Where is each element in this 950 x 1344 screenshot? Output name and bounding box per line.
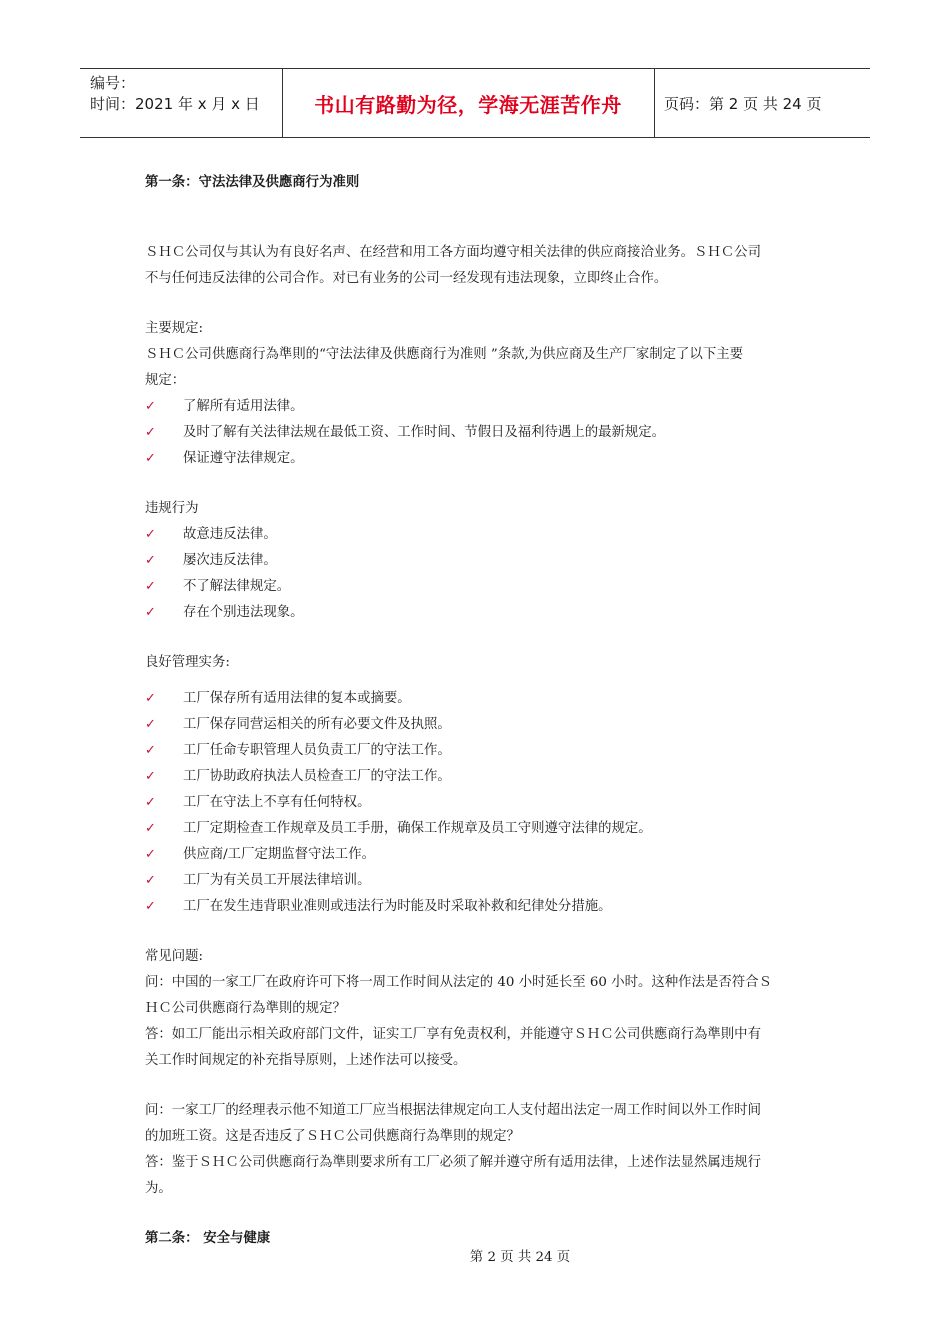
list-item (145, 548, 810, 574)
list-item (145, 790, 810, 816)
section-2-title: 第二条： 安全与健康 (145, 1231, 271, 1246)
number-label: 编号： (90, 74, 136, 92)
main-rules-label: 主要规定: (145, 321, 204, 336)
check-mark-icon: ✓ (145, 769, 156, 784)
list-item (145, 574, 810, 600)
intro-line-2: 不与任何违反法律的公司合作。对已有业务的公司一经发现有违法现象，立即终止合作。 (145, 271, 668, 286)
time-label: 时间：2021 年 x 月 x 日 (90, 95, 260, 113)
main-rules-list (145, 394, 810, 472)
list-item (145, 394, 810, 420)
header-meta (90, 73, 280, 115)
check-mark-icon: ✓ (145, 605, 156, 620)
list-item-text: 及时了解有关法律法规在最低工资、工作时间、节假日及福利待遇上的最新规定。 (183, 425, 666, 440)
check-mark-icon: ✓ (145, 553, 156, 568)
check-mark-icon: ✓ (145, 527, 156, 542)
faq-1-question-line-1: 问：中国的一家工厂在政府许可下将一周工作时间从法定的 40 小时延长至 60 小时。这种作法是否符合Ｓ (145, 975, 772, 990)
list-item-text: 工厂为有关员工开展法律培训。 (183, 873, 371, 888)
header-page-code: 页码：第 2 页 共 24 页 (664, 94, 822, 113)
list-item-text: 供应商/工厂定期监督守法工作。 (183, 847, 375, 862)
faq-1-answer-line-1: 答：如工厂能出示相关政府部门文件，证实工厂享有免责权利，并能遵守ＳＨＣ公司供應商行為準則中有 (145, 1027, 761, 1042)
list-item-text: 了解所有适用法律。 (183, 399, 304, 414)
check-mark-icon: ✓ (145, 451, 156, 466)
header-motto: 书山有路勤为径，学海无涯苦作舟 (314, 92, 622, 117)
list-item-text: 屡次违反法律。 (183, 553, 277, 568)
check-mark-icon: ✓ (145, 717, 156, 732)
list-item (145, 738, 810, 764)
list-item-text: 工厂定期检查工作规章及员工手册，确保工作规章及员工守则遵守法律的规定。 (183, 821, 652, 836)
faq-2-answer-line-1: 答：鉴于ＳＨＣ公司供應商行為準則要求所有工厂必须了解并遵守所有适用法律，上述作法显然属违规行 (145, 1155, 761, 1170)
list-item (145, 420, 810, 446)
check-mark-icon: ✓ (145, 579, 156, 594)
section-1-title: 第一条：守法法律及供應商行为准则 (145, 175, 360, 190)
list-item-text: 工厂任命专职管理人员负责工厂的守法工作。 (183, 743, 451, 758)
faq-label: 常见问题: (145, 949, 204, 964)
faq-1-question-line-2: ＨＣ公司供應商行為準則的规定？ (145, 1001, 346, 1016)
check-mark-icon: ✓ (145, 899, 156, 914)
list-item-text: 工厂在守法上不享有任何特权。 (183, 795, 371, 810)
faq-2-question-line-2: 的加班工资。这是否违反了ＳＨＣ公司供應商行為準則的规定？ (145, 1129, 520, 1144)
main-rules-text-1: ＳＨＣ公司供應商行為準則的“守法法律及供應商行为准则 ”条款,为供应商及生产厂家制定了以下主要 (145, 347, 743, 362)
check-mark-icon: ✓ (145, 425, 156, 440)
list-item (145, 842, 810, 868)
check-mark-icon: ✓ (145, 873, 156, 888)
check-mark-icon: ✓ (145, 847, 156, 862)
list-item-text: 工厂在发生违背职业准则或违法行为时能及时采取补救和纪律处分措施。 (183, 899, 612, 914)
check-mark-icon: ✓ (145, 821, 156, 836)
list-item (145, 894, 810, 920)
header-divider (654, 69, 655, 137)
faq-1-answer-line-2: 关工作时间规定的补充指导原则，上述作法可以接受。 (145, 1053, 467, 1068)
check-mark-icon: ✓ (145, 691, 156, 706)
list-item-text: 工厂协助政府执法人员检查工厂的守法工作。 (183, 769, 451, 784)
list-item (145, 868, 810, 894)
violations-list (145, 522, 810, 626)
practices-label: 良好管理实务: (145, 655, 230, 670)
list-item-text: 存在个别违法现象。 (183, 605, 304, 620)
check-mark-icon: ✓ (145, 795, 156, 810)
faq-2-question-line-1: 问：一家工厂的经理表示他不知道工厂应当根据法律规定向工人支付超出法定一周工作时间以外工作时间 (145, 1103, 761, 1118)
list-item-text: 工厂保存所有适用法律的复本或摘要。 (183, 691, 411, 706)
practices-list (145, 686, 810, 920)
check-mark-icon: ✓ (145, 399, 156, 414)
list-item (145, 764, 810, 790)
main-rules-text-2: 规定： (145, 373, 186, 388)
list-item-text: 保证遵守法律规定。 (183, 451, 304, 466)
list-item-text: 不了解法律规定。 (183, 579, 291, 594)
page-header (80, 68, 870, 138)
check-mark-icon: ✓ (145, 743, 156, 758)
list-item-text: 工厂保存同营运相关的所有必要文件及执照。 (183, 717, 451, 732)
list-item-text: 故意违反法律。 (183, 527, 277, 542)
faq-2-answer-line-2: 为。 (145, 1181, 172, 1196)
list-item (145, 446, 810, 472)
list-item (145, 712, 810, 738)
list-item (145, 686, 810, 712)
document-body (145, 170, 810, 1252)
list-item (145, 522, 810, 548)
list-item (145, 600, 810, 626)
page-footer: 第 2 页 共 24 页 (469, 1250, 571, 1265)
violations-label: 违规行为 (145, 501, 199, 516)
intro-line-1: ＳＨＣ公司仅与其认为有良好名声、在经营和用工各方面均遵守相关法律的供应商接洽业务。ＳＨＣ公司 (145, 245, 761, 260)
list-item (145, 816, 810, 842)
